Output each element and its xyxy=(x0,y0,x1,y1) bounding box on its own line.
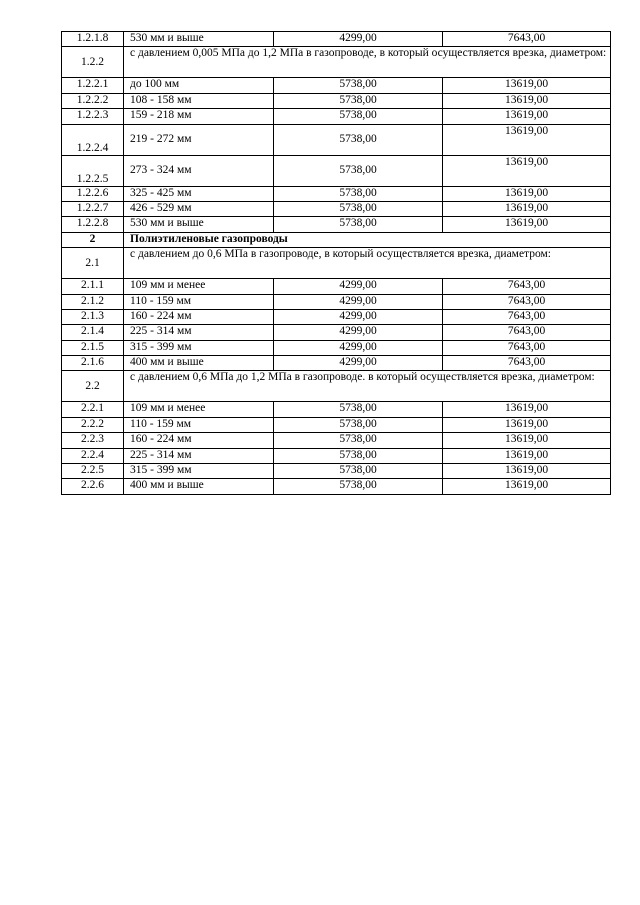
row-value-1: 4299,00 xyxy=(274,309,443,324)
row-value-2: 13619,00 xyxy=(443,417,611,432)
row-value-1: 5738,00 xyxy=(274,155,443,186)
row-description: 110 - 159 мм xyxy=(124,417,274,432)
row-value-2: 13619,00 xyxy=(443,109,611,124)
row-value-2: 7643,00 xyxy=(443,340,611,355)
table-row xyxy=(62,93,611,108)
table-row xyxy=(62,356,611,371)
row-code: 1.2.2.4 xyxy=(62,124,124,155)
row-code: 2.2.6 xyxy=(62,479,124,494)
table-row xyxy=(62,248,611,279)
table-row xyxy=(62,448,611,463)
table-row xyxy=(62,109,611,124)
row-description: 273 - 324 мм xyxy=(124,155,274,186)
row-value-2: 13619,00 xyxy=(443,155,611,186)
row-description: 530 мм и выше xyxy=(124,32,274,47)
row-code: 2.2.5 xyxy=(62,464,124,479)
row-description: 109 мм и менее xyxy=(124,402,274,417)
table-row xyxy=(62,32,611,47)
row-description: 160 - 224 мм xyxy=(124,309,274,324)
row-group-description: с давлением до 0,6 МПа в газопроводе, в который осуществляется врезка, диаметром: xyxy=(124,248,611,279)
tariff-table-body xyxy=(62,32,611,495)
row-value-2: 13619,00 xyxy=(443,78,611,93)
row-description: 225 - 314 мм xyxy=(124,448,274,463)
row-value-1: 4299,00 xyxy=(274,356,443,371)
row-description: 315 - 399 мм xyxy=(124,340,274,355)
table-row xyxy=(62,464,611,479)
row-value-1: 5738,00 xyxy=(274,479,443,494)
row-description: 400 мм и выше xyxy=(124,356,274,371)
row-value-2: 7643,00 xyxy=(443,325,611,340)
row-group-description: с давлением 0,6 МПа до 1,2 МПа в газопроводе. в который осуществляется врезка, диаметром: xyxy=(124,371,611,402)
table-row xyxy=(62,309,611,324)
row-code: 2.2.1 xyxy=(62,402,124,417)
row-description: 315 - 399 мм xyxy=(124,464,274,479)
table-row xyxy=(62,78,611,93)
row-description: 160 - 224 мм xyxy=(124,433,274,448)
row-description: 109 мм и менее xyxy=(124,279,274,294)
row-code: 1.2.2.8 xyxy=(62,217,124,232)
row-description: 108 - 158 мм xyxy=(124,93,274,108)
row-code: 2.1.6 xyxy=(62,356,124,371)
row-value-1: 5738,00 xyxy=(274,109,443,124)
row-code: 1.2.2 xyxy=(62,47,124,78)
row-value-1: 5738,00 xyxy=(274,201,443,216)
row-code: 2.1.1 xyxy=(62,279,124,294)
table-row xyxy=(62,479,611,494)
row-value-1: 4299,00 xyxy=(274,340,443,355)
tariff-table xyxy=(61,31,611,495)
row-description: 400 мм и выше xyxy=(124,479,274,494)
row-code: 1.2.2.2 xyxy=(62,93,124,108)
row-code: 2.1 xyxy=(62,248,124,279)
row-code: 1.2.2.5 xyxy=(62,155,124,186)
row-value-2: 13619,00 xyxy=(443,402,611,417)
row-code: 1.2.2.1 xyxy=(62,78,124,93)
row-description: 325 - 425 мм xyxy=(124,186,274,201)
row-value-1: 5738,00 xyxy=(274,217,443,232)
row-value-1: 4299,00 xyxy=(274,279,443,294)
row-value-1: 5738,00 xyxy=(274,186,443,201)
table-row xyxy=(62,232,611,247)
table-row xyxy=(62,371,611,402)
row-value-2: 7643,00 xyxy=(443,356,611,371)
table-row xyxy=(62,433,611,448)
table-row xyxy=(62,340,611,355)
row-value-1: 4299,00 xyxy=(274,325,443,340)
row-value-2: 7643,00 xyxy=(443,32,611,47)
row-code: 2.1.4 xyxy=(62,325,124,340)
row-code: 2.1.5 xyxy=(62,340,124,355)
row-value-1: 4299,00 xyxy=(274,294,443,309)
row-value-2: 13619,00 xyxy=(443,201,611,216)
table-row xyxy=(62,417,611,432)
row-value-2: 7643,00 xyxy=(443,294,611,309)
document-page xyxy=(61,31,611,495)
section-code: 2 xyxy=(62,232,124,247)
row-value-1: 5738,00 xyxy=(274,448,443,463)
row-value-2: 13619,00 xyxy=(443,93,611,108)
row-description: 225 - 314 мм xyxy=(124,325,274,340)
table-row xyxy=(62,279,611,294)
row-code: 1.2.2.7 xyxy=(62,201,124,216)
row-value-1: 5738,00 xyxy=(274,417,443,432)
row-group-description: с давлением 0,005 МПа до 1,2 МПа в газопроводе, в который осуществляется врезка, диаметром: xyxy=(124,47,611,78)
row-value-1: 5738,00 xyxy=(274,93,443,108)
row-value-2: 13619,00 xyxy=(443,217,611,232)
row-value-2: 13619,00 xyxy=(443,124,611,155)
row-code: 2.1.3 xyxy=(62,309,124,324)
table-row xyxy=(62,294,611,309)
row-code: 2.2 xyxy=(62,371,124,402)
row-value-2: 13619,00 xyxy=(443,479,611,494)
table-row xyxy=(62,47,611,78)
row-description: до 100 мм xyxy=(124,78,274,93)
table-row xyxy=(62,124,611,155)
row-value-1: 5738,00 xyxy=(274,433,443,448)
table-row xyxy=(62,201,611,216)
row-description: 426 - 529 мм xyxy=(124,201,274,216)
row-code: 2.2.4 xyxy=(62,448,124,463)
row-value-2: 7643,00 xyxy=(443,309,611,324)
row-code: 1.2.1.8 xyxy=(62,32,124,47)
row-value-1: 5738,00 xyxy=(274,124,443,155)
table-row xyxy=(62,155,611,186)
row-code: 1.2.2.6 xyxy=(62,186,124,201)
row-value-2: 7643,00 xyxy=(443,279,611,294)
row-value-2: 13619,00 xyxy=(443,433,611,448)
row-description: 219 - 272 мм xyxy=(124,124,274,155)
row-value-1: 5738,00 xyxy=(274,78,443,93)
row-description: 110 - 159 мм xyxy=(124,294,274,309)
table-row xyxy=(62,186,611,201)
row-value-2: 13619,00 xyxy=(443,448,611,463)
row-value-1: 5738,00 xyxy=(274,464,443,479)
row-value-2: 13619,00 xyxy=(443,186,611,201)
row-code: 2.2.2 xyxy=(62,417,124,432)
row-description: 159 - 218 мм xyxy=(124,109,274,124)
row-value-2: 13619,00 xyxy=(443,464,611,479)
table-row xyxy=(62,325,611,340)
table-row xyxy=(62,217,611,232)
row-value-1: 4299,00 xyxy=(274,32,443,47)
row-description: 530 мм и выше xyxy=(124,217,274,232)
table-row xyxy=(62,402,611,417)
row-code: 1.2.2.3 xyxy=(62,109,124,124)
section-title: Полиэтиленовые газопроводы xyxy=(124,232,611,247)
row-value-1: 5738,00 xyxy=(274,402,443,417)
row-code: 2.2.3 xyxy=(62,433,124,448)
row-code: 2.1.2 xyxy=(62,294,124,309)
